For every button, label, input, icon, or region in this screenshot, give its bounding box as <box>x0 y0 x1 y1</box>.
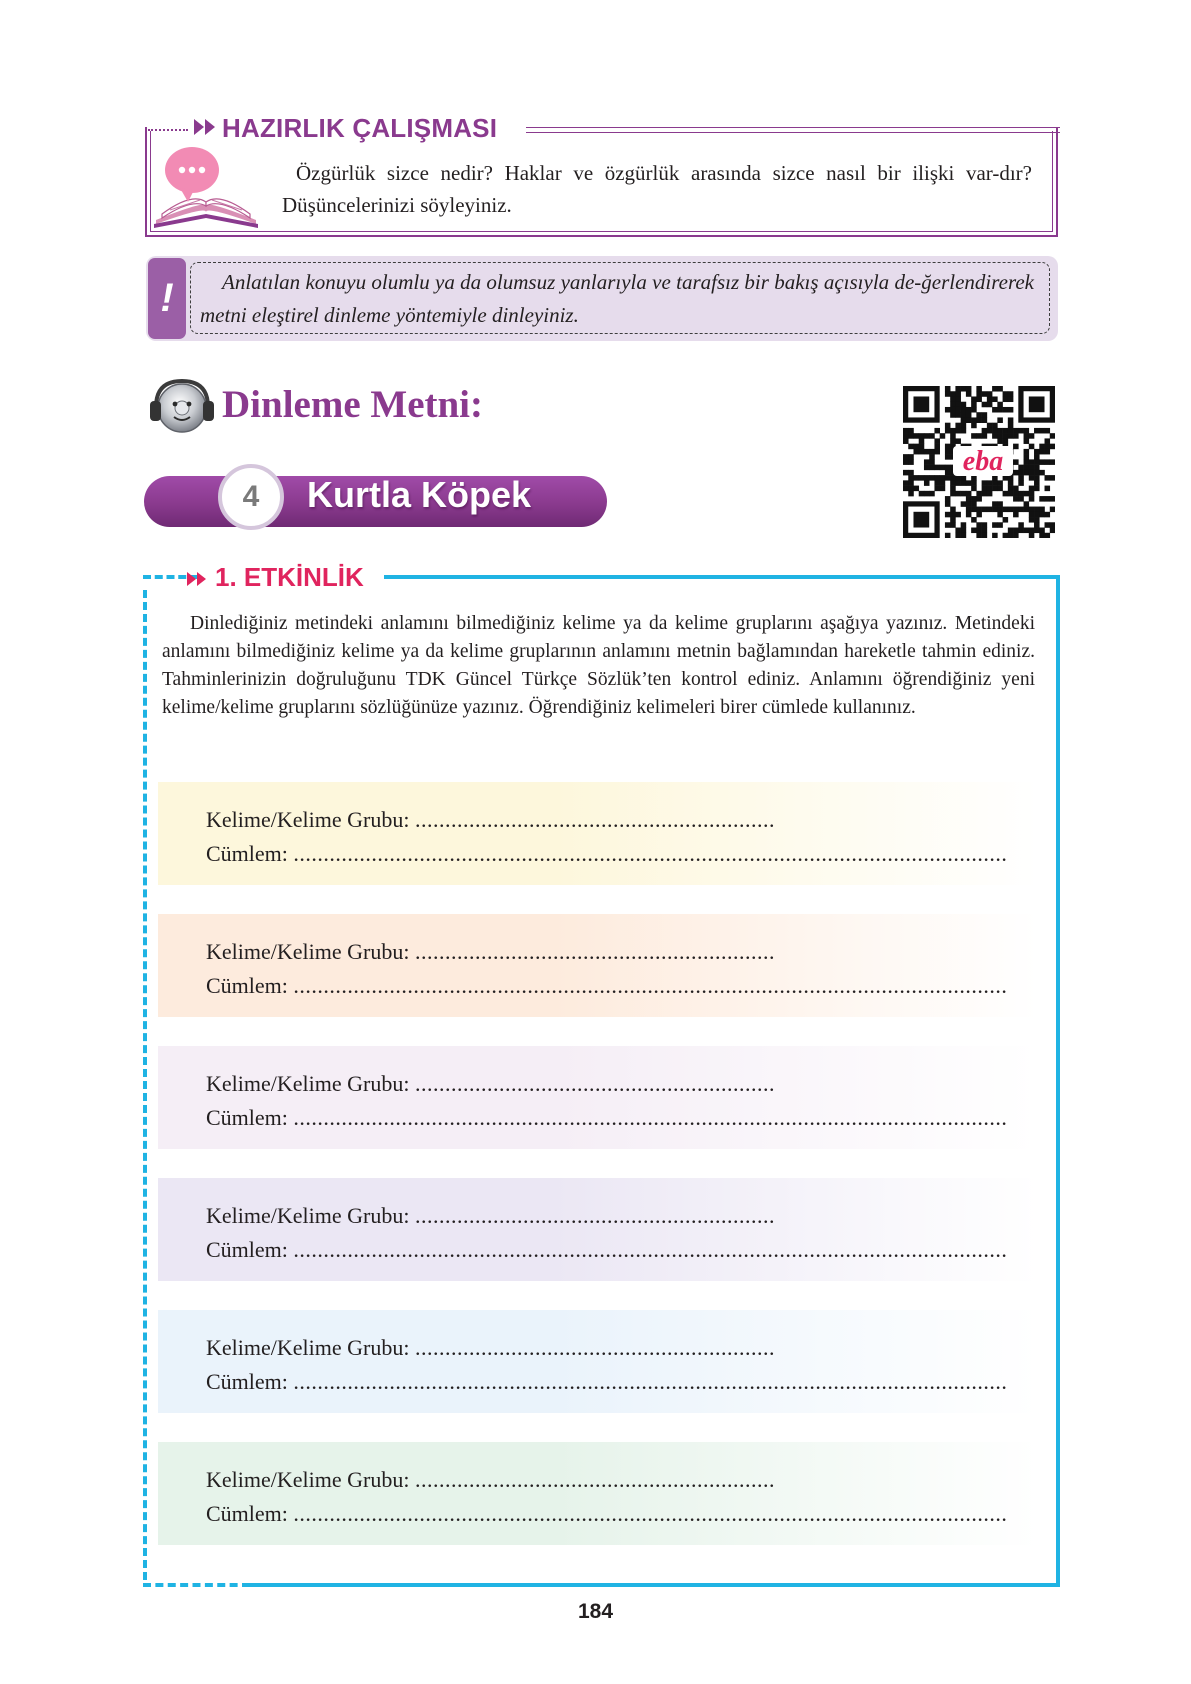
sentence-blank[interactable]: ....................................................................................................................... <box>293 1501 1008 1526</box>
word-line[interactable] <box>206 1466 775 1494</box>
sentence-line[interactable] <box>206 1368 1007 1396</box>
activity-title: 1. ETKİNLİK <box>215 562 364 592</box>
sentence-blank[interactable]: ....................................................................................................................... <box>293 973 1008 998</box>
word-line[interactable] <box>206 1202 775 1230</box>
eba-logo: eba <box>962 446 1004 477</box>
sentence-label: Cümlem: <box>206 1105 288 1130</box>
sentence-line[interactable] <box>206 1500 1007 1528</box>
sentence-label: Cümlem: <box>206 1369 288 1394</box>
word-label: Kelime/Kelime Grubu: <box>206 1467 410 1492</box>
sentence-line[interactable] <box>206 1236 1007 1264</box>
sentence-label: Cümlem: <box>206 841 288 866</box>
activity-frame-bottom-dash <box>143 1583 250 1587</box>
page-number: 184 <box>577 1600 614 1623</box>
sentence-label: Cümlem: <box>206 973 288 998</box>
preparation-dotted-lead <box>148 129 188 131</box>
qr-code-icon[interactable] <box>903 386 1055 538</box>
listening-title: Dinleme Metni: <box>222 383 484 426</box>
sentence-blank[interactable]: ....................................................................................................................... <box>293 1237 1008 1262</box>
preparation-title-rule <box>526 127 1060 133</box>
story-title: Kurtla Köpek <box>307 474 532 515</box>
word-label: Kelime/Kelime Grubu: <box>206 1335 410 1360</box>
sentence-line[interactable] <box>206 972 1007 1000</box>
word-blank[interactable]: ............................................................ <box>414 1071 775 1096</box>
sentence-label: Cümlem: <box>206 1501 288 1526</box>
speech-book-icon <box>148 140 264 232</box>
preparation-text: Özgürlük sizce nedir? Haklar ve özgürlük arasında sizce nasıl bir ilişki var-dır? Düşüncelerinizi söyleyiniz. <box>282 161 1032 217</box>
word-line[interactable] <box>206 806 775 834</box>
entry-band <box>158 782 1038 885</box>
activity-frame-bottom <box>250 1583 1060 1587</box>
entry-band <box>158 1310 1038 1413</box>
entry-band <box>158 1442 1038 1545</box>
word-line[interactable] <box>206 1334 775 1362</box>
sentence-label: Cümlem: <box>206 1237 288 1262</box>
activity-instructions: Dinlediğiniz metindeki anlamını bilmediğiniz kelime ya da kelime gruplarını aşağıya yazınız. Metindeki anlamını bilmediğiniz kelime ya da kelime gruplarının anlamını metnin bağlamından hareketle tahmin ediniz. Tahminlerinizin doğruluğunu TDK Güncel Türkçe Sözlük’ten kontrol ediniz. Anlamını öğrendiğiniz yeni kelime/kelime gruplarını sözlüğünüze yazınız. Öğrendiğiniz kelimeleri birer cümlede kullanınız. <box>162 613 1035 718</box>
preparation-title: HAZIRLIK ÇALIŞMASI <box>222 113 498 143</box>
entry-band <box>158 1178 1038 1281</box>
word-blank[interactable]: ............................................................ <box>414 1335 775 1360</box>
entry-band <box>158 1046 1038 1149</box>
double-arrow-icon <box>185 569 217 589</box>
word-label: Kelime/Kelime Grubu: <box>206 1203 410 1228</box>
sentence-blank[interactable]: ....................................................................................................................... <box>293 841 1008 866</box>
word-line[interactable] <box>206 1070 775 1098</box>
word-blank[interactable]: ............................................................ <box>414 1203 775 1228</box>
sentence-blank[interactable]: ....................................................................................................................... <box>293 1105 1008 1130</box>
exclamation-icon: ! <box>148 258 186 339</box>
note-text: Anlatılan konuyu olumlu ya da olumsuz yanlarıyla ve tarafsız bir bakış açısıyla de-ğerlendirerek metni eleştirel dinleme yöntemiyle dinleyiniz. <box>200 270 1034 327</box>
word-blank[interactable]: ............................................................ <box>414 807 775 832</box>
activity-frame-left <box>143 590 147 1580</box>
word-label: Kelime/Kelime Grubu: <box>206 1071 410 1096</box>
sentence-line[interactable] <box>206 1104 1007 1132</box>
headphones-cd-icon <box>146 375 218 435</box>
entry-band <box>158 914 1038 1017</box>
word-blank[interactable]: ............................................................ <box>414 1467 775 1492</box>
word-label: Kelime/Kelime Grubu: <box>206 807 410 832</box>
word-label: Kelime/Kelime Grubu: <box>206 939 410 964</box>
word-line[interactable] <box>206 938 775 966</box>
word-blank[interactable]: ............................................................ <box>414 939 775 964</box>
sentence-line[interactable] <box>206 840 1007 868</box>
activity-frame-right <box>1056 575 1060 1587</box>
sentence-blank[interactable]: ....................................................................................................................... <box>293 1369 1008 1394</box>
story-number: 4 <box>218 464 284 530</box>
activity-frame-top <box>384 575 1060 579</box>
